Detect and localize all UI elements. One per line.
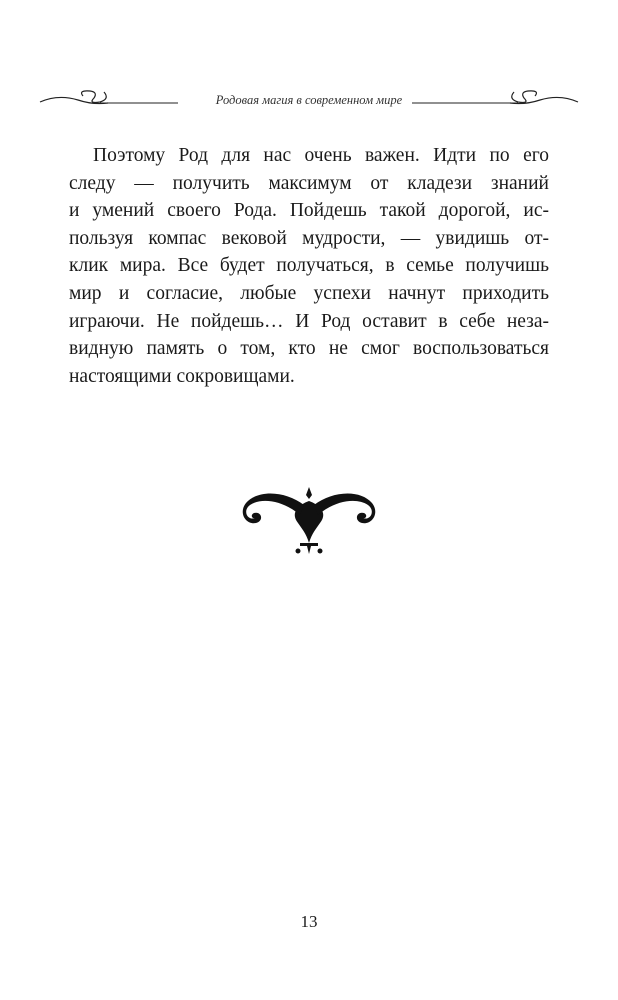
- text-line: играючи. Не пойдешь… И Род оставит в себе неза-: [69, 310, 549, 332]
- page-number: 13: [300, 912, 318, 931]
- running-header: [38, 86, 580, 116]
- text-line: клик мира. Все будет получаться, в семье получишь: [69, 255, 549, 277]
- text-line: пользуя компас вековой мудрости, — увидишь от-: [69, 227, 549, 249]
- text-line: мир и согласие, любые успехи начнут приходить: [69, 282, 549, 304]
- text-line: Поэтому Род для нас очень важен. Идти по его: [93, 145, 549, 166]
- running-title: Родовая магия в современном мире: [215, 93, 403, 107]
- text-line: следу — получить максимум от кладези знаний: [69, 172, 549, 194]
- text-line: видную память о том, кто не смог воспользоваться: [69, 338, 549, 360]
- text-line: и умений своего Рода. Пойдешь такой дорогой, ис-: [69, 200, 549, 222]
- body-paragraph: [69, 142, 549, 390]
- text-line: настоящими сокровищами.: [69, 365, 295, 387]
- fleuron-ornament-icon: [228, 485, 390, 555]
